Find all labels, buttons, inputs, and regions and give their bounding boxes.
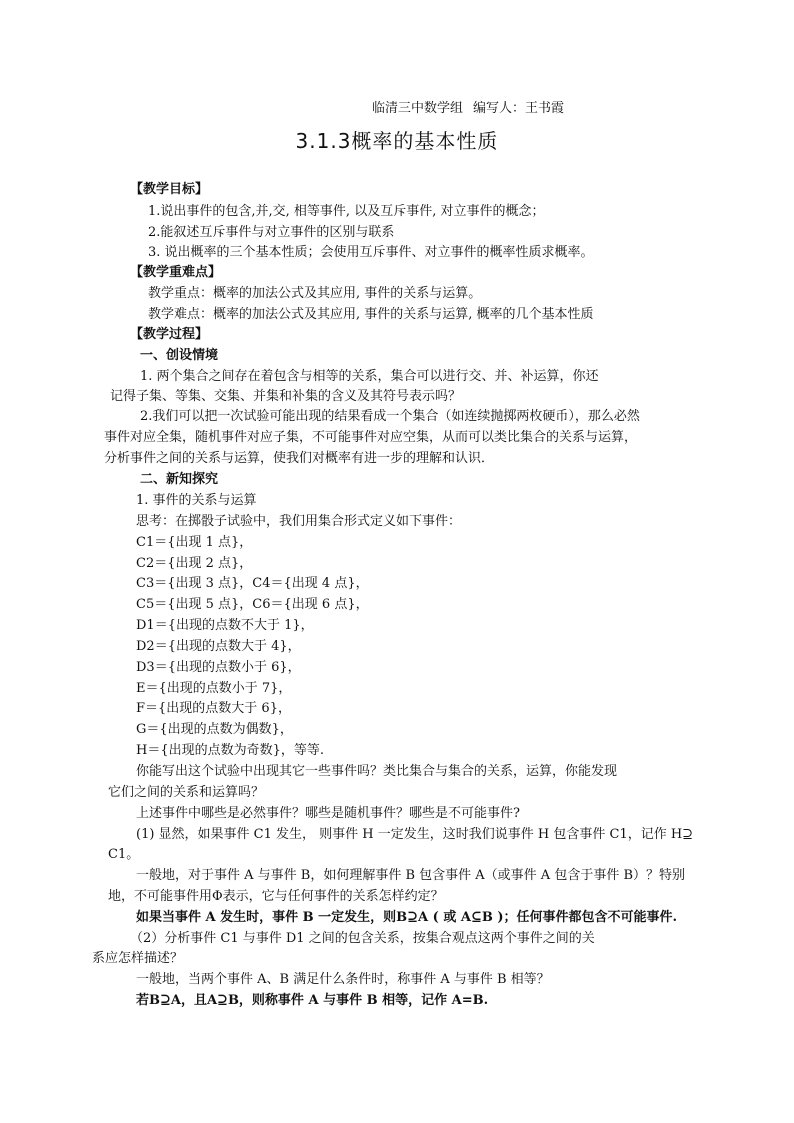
section-heading-process: 【教学过程】 [130, 327, 209, 342]
event-definition: G＝{出现的点数为偶数}， [136, 722, 293, 737]
section-heading-objectives: 【教学目标】 [130, 182, 209, 197]
event-definition: E＝{出现的点数小于 7}， [136, 681, 292, 696]
objective-line: 3. 说出概率的三个基本性质；会使用互斥事件、对立事件的概率性质求概率。 [148, 245, 594, 260]
event-definition: C2＝{出现 2 点}， [136, 556, 253, 571]
event-definition: F＝{出现的点数大于 6}， [136, 701, 291, 716]
body-line: 它们之间的关系和运算吗？ [108, 785, 265, 800]
body-line: 一般地，对于事件 A 与事件 B，如何理解事件 B 包含事件 A（或事件 A 包含于事件 B）？特别 [136, 868, 686, 883]
event-definition: D3＝{出现的点数小于 6}， [136, 660, 301, 675]
event-definition: C3＝{出现 3 点}，C4＝{出现 4 点}， [136, 576, 369, 591]
body-line: 记得子集、等集、交集、并集和补集的含义及其符号表示吗？ [110, 389, 462, 404]
objective-line: 2.能叙述互斥事件与对立事件的区别与联系 [148, 225, 395, 240]
section-heading-key-points: 【教学重难点】 [130, 265, 222, 280]
subsection-heading: 一、创设情境 [140, 348, 219, 363]
subsection-heading: 二、新知探究 [140, 472, 219, 487]
body-line: （2）分析事件 C1 与事件 D1 之间的包含关系，按集合观点这两个事件之间的关 [130, 931, 595, 946]
event-definition: C1＝{出现 1 点}， [136, 535, 253, 550]
objective-line: 1.说出事件的包含,并,交, 相等事件, 以及互斥事件, 对立事件的概念； [148, 204, 545, 219]
bold-conclusion: 若B⊇A，且A⊇B，则称事件 A 与事件 B 相等，记作 A=B. [136, 993, 489, 1008]
header-author: 编写人：王书霞 [473, 101, 565, 116]
body-line: 思考：在掷骰子试验中，我们用集合形式定义如下事件： [136, 514, 462, 529]
event-definition: C5＝{出现 5 点}，C6＝{出现 6 点}， [136, 597, 369, 612]
body-line: 一般地，当两个事件 A、B 满足什么条件时，称事件 A 与事件 B 相等？ [136, 972, 550, 987]
header-group: 临清三中数学组 [372, 101, 464, 116]
body-line: 1. 事件的关系与运算 [136, 493, 257, 508]
key-point-line: 教学重点：概率的加法公式及其应用, 事件的关系与运算。 [148, 286, 482, 301]
header [372, 100, 564, 118]
body-line: 上述事件中哪些是必然事件？哪些是随机事件？哪些是不可能事件? [136, 806, 520, 821]
bold-conclusion: 如果当事件 A 发生时，事件 B 一定发生，则B⊇A ( 或 A⊆B )；任何事件都包含不可能事件. [136, 910, 678, 925]
body-line: (1) 显然，如果事件 C1 发生， 则事件 H 一定发生，这时我们说事件 H 包含事件 C1，记作 H⊇ [136, 827, 694, 842]
page-title: 3.1.3概率的基本性质 [295, 129, 499, 153]
body-line: 分析事件之间的关系与运算，使我们对概率有进一步的理解和认识． [104, 451, 495, 466]
body-line: 事件对应全集，随机事件对应子集，不可能事件对应空集，从而可以类比集合的关系与运算， [104, 430, 638, 445]
body-line: C1。 [108, 847, 140, 862]
body-line: 你能写出这个试验中出现其它一些事件吗？类比集合与集合的关系，运算，你能发现 [136, 764, 618, 779]
body-line: 1. 两个集合之间存在着包含与相等的关系，集合可以进行交、并、补运算，你还 [140, 369, 599, 384]
event-definition: D1＝{出现的点数不大于 1}， [136, 618, 314, 633]
body-line: 2.我们可以把一次试验可能出现的结果看成一个集合（如连续抛掷两枚硬币），那么必然 [140, 409, 640, 424]
body-line: 地，不可能事件用Φ表示，它与任何事件的关系怎样约定？ [108, 889, 444, 904]
event-definition: D2＝{出现的点数大于 4}， [136, 639, 301, 654]
body-line: 系应怎样描述？ [92, 951, 184, 966]
key-point-line: 教学难点：概率的加法公式及其应用, 事件的关系与运算, 概率的几个基本性质 [148, 307, 594, 322]
event-definition: H＝{出现的点数为奇数}，等等. [136, 743, 325, 758]
